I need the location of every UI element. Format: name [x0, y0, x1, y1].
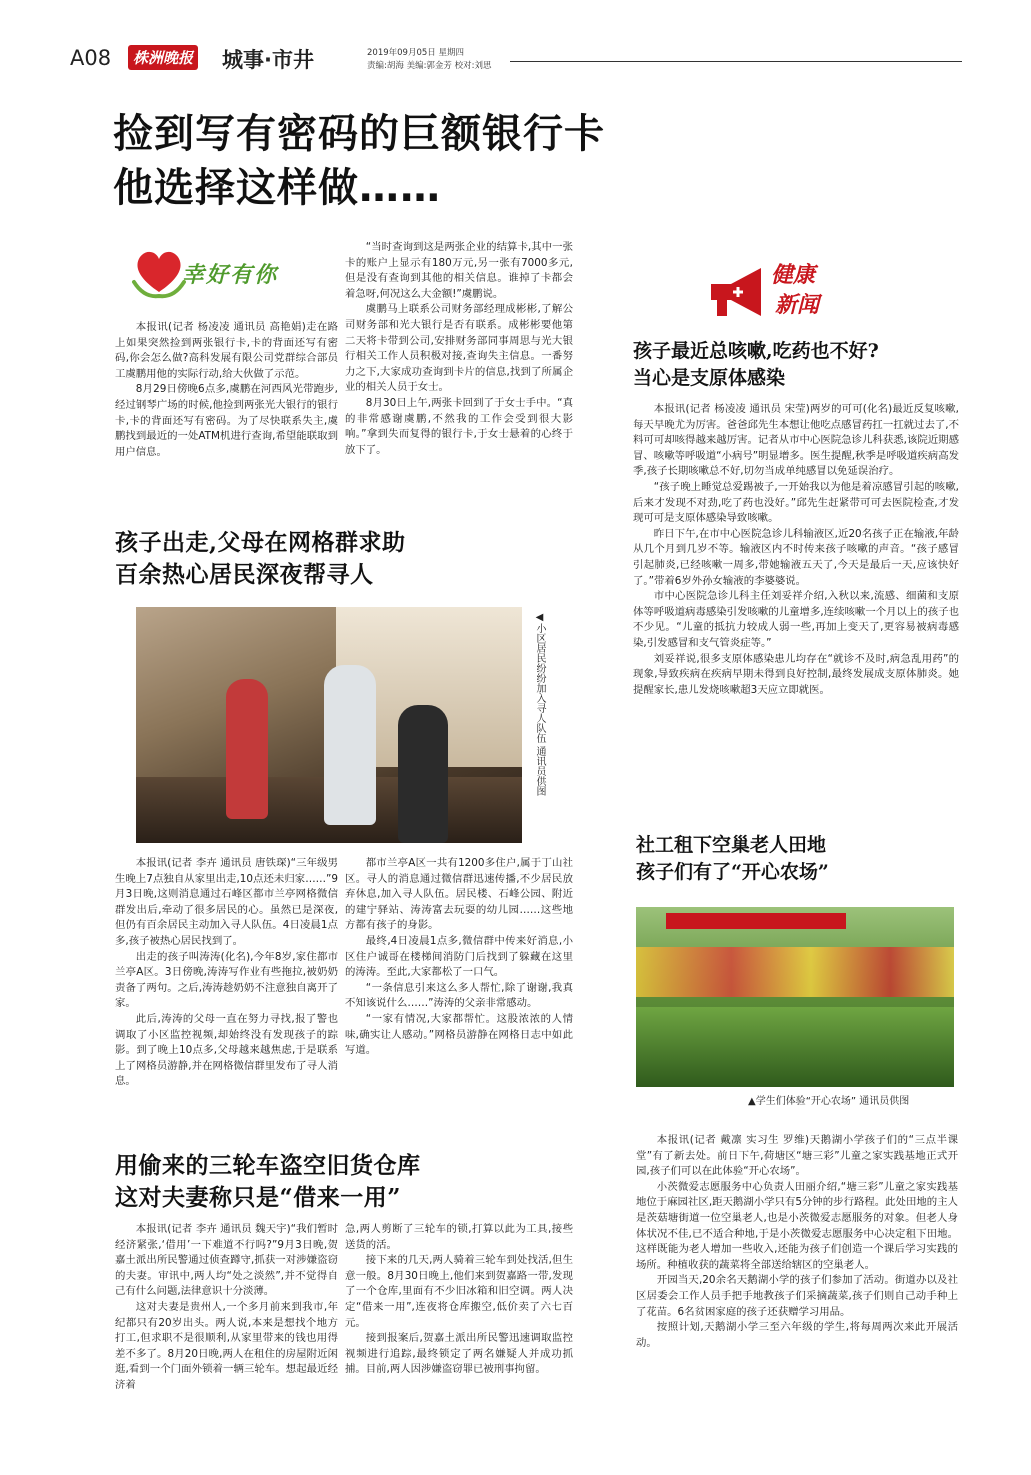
farm-body-para: 小茨微爱志愿服务中心负责人田丽介绍,“塘三彩”儿童之家实践基地位于麻园社区,距天鹅湖小学只有5分钟的步行路程。此处田地的主人是茨菇塘街道一位空巢老人,也是小茨微爱志愿服务的对象。但老人身体状况不佳,已不适合种地,于是小茨微爱志愿服务中心决定租下田地。这样既能为老人增加一些收入,还能为孩子们创造一个课后学习实践的场所。种植收获的蔬菜将全部送给辖区的空巢老人。 — [636, 1180, 958, 1271]
masthead-rule — [510, 61, 962, 62]
lead-col2-para: 8月30日上午,两张卡回到了于女士手中。“真的非常感谢虞鹏,不然我的工作会受到很大影响。”拿到失而复得的银行卡,于女士悬着的心终于放下了。 — [345, 396, 573, 456]
farm-body-para: 本报讯(记者 戴凛 实习生 罗维)天鹅湖小学孩子们的“三点半课堂”有了新去处。前日下午,荷塘区“塘三彩”儿童之家实践基地正式开园,孩子们可以在此体验“开心农场”。 — [636, 1134, 958, 1178]
tricycle-col2-para: 急,两人剪断了三轮车的锁,打算以此为工具,接些送货的活。 — [345, 1223, 573, 1251]
lead-headline-line2: 他选择这样做…… — [113, 165, 441, 211]
tricycle-col1-para: 本报讯(记者 李卉 通讯员 魏天宇)“我们暂时经济紧张,‘借用’一下难道不行吗?”9月3日晚,贺嘉土派出所民警通过侦查蹲守,抓获一对涉嫌盗窃的夫妻。审讯中,两人均“处之淡然”,并不觉得自己有什么问题,法律意识十分淡薄。 — [115, 1223, 338, 1298]
health-headline-line2: 当心是支原体感染 — [633, 367, 786, 389]
missing-child-col2-para: “一条信息引来这么多人帮忙,除了谢谢,我真不知该说什么……”涛涛的父亲非常感动。 — [345, 981, 573, 1010]
health-body-para: 本报讯(记者 杨凌凌 通讯员 宋莹)两岁的可可(化名)最近反复咳嗽,每天早晚尤为厉害。爸爸邱先生本想让他吃点感冒药扛一扛就过去了,不料可可却咳得越来越厉害。记者从市中心医院急诊儿科获悉,该院近期感冒、咳嗽等呼吸道“小病号”明显增多。医生提醒,秋季是呼吸道疾病高发季,孩子长期咳嗽总不好,切勿当成单纯感冒以免延误治疗。 — [633, 403, 959, 478]
missing-child-col1-para: 出走的孩子叫涛涛(化名),今年8岁,家住都市兰亭A区。3日傍晚,涛涛写作业有些拖拉,被奶奶责备了两句。之后,涛涛趁奶奶不注意独自离开了家。 — [115, 950, 338, 1010]
missing-child-photo — [136, 607, 522, 843]
farm-headline-line2: 孩子们有了“开心农场” — [636, 861, 829, 883]
heart-hands-icon — [130, 242, 188, 300]
farm-body-para: 开园当天,20余名天鹅湖小学的孩子们参加了活动。街道办以及社区居委会工作人员手把手地教孩子们采摘蔬菜,孩子们则自己动手种上了花苗。6名贫困家庭的孩子还获赠学习用品。 — [636, 1274, 958, 1318]
tricycle-col1-para: 这对夫妻是贵州人,一个多月前来到我市,年纪都只有20岁出头。两人说,本来是想找个地方打工,但求职不是很顺利,从家里带来的钱也用得差不多了。8月20日晚,两人在租住的房屋附近闲逛,看到一个门面外锁着一辆三轮车。想起最近经济着 — [115, 1300, 338, 1391]
farm-headline — [636, 832, 956, 886]
missing-child-col1-para: 此后,涛涛的父母一直在努力寻找,报了警也调取了小区监控视频,却始终没有发现孩子的踪影。到了晚上10点多,父母越来越焦虑,于是联系上了网格员游静,并在网格微信群里发布了寻人消息。 — [115, 1012, 338, 1088]
missing-child-col2-para: “一家有情况,大家都帮忙。这股浓浓的人情味,确实让人感动。”网格员游静在网格日志中如此写道。 — [345, 1012, 573, 1057]
lead-headline — [113, 107, 713, 215]
tricycle-col2-para: 接到报案后,贺嘉土派出所民警迅速调取监控视频进行追踪,最终锁定了两名嫌疑人并成功抓捕。目前,两人因涉嫌盗窃罪已被刑事拘留。 — [345, 1332, 573, 1376]
health-news-badge — [705, 258, 865, 328]
missing-child-headline-line2: 百余热心居民深夜帮寻人 — [115, 561, 374, 588]
missing-child-photo-caption: ◀小区居民纷纷加入寻人队伍 通讯员供图 — [534, 612, 545, 797]
lead-col2-para: 虞鹏马上联系公司财务部经理成彬彬,了解公司财务部和光大银行是否有联系。成彬彬要他第二天将卡带到公司,安排财务部同事周思与光大银行相关工作人员积极对接,查询失主信息。一番努力之下,大家成功查询到卡片的信息,找到了所属企业的相关人员于女士。 — [345, 303, 573, 394]
health-headline-line1: 孩子最近总咳嗽,吃药也不好? — [633, 340, 879, 362]
page-number: A08 — [70, 46, 112, 70]
tricycle-col2-para: 接下来的几天,两人骑着三轮车到处找活,但生意一般。8月30日晚上,他们来到贺嘉路一带,发现了一个仓库,里面有不少旧冰箱和旧空调。两人决定“借来一用”,连夜将仓库搬空,低价卖了六七百元。 — [345, 1254, 573, 1329]
lead-col1 — [115, 320, 338, 490]
health-news-label-1: 健康 — [771, 263, 816, 288]
farm-photo-foliage — [636, 1007, 954, 1087]
health-body — [633, 402, 959, 812]
tricycle-headline-line2: 这对夫妻称只是“借来一用” — [115, 1184, 401, 1211]
health-body-para: 昨日下午,在市中心医院急诊儿科输液区,近20名孩子正在输液,年龄从几个月到几岁不等。输液区内不时传来孩子咳嗽的声音。“孩子感冒引起肺炎,已经咳嗽一周多,带她输液五天了,今天是最后一天,应该快好了。”带着6岁外孙女输液的李婆婆说。 — [633, 527, 959, 587]
farm-photo — [636, 907, 954, 1087]
health-body-para: “孩子晚上睡觉总爱踢被子,一开始我以为他是着凉感冒引起的咳嗽,后来才发现不对劲,吃了药也没好。”邱先生赶紧带可可去医院检查,才发现可可是支原体感染导致咳嗽。 — [633, 480, 959, 525]
tricycle-col1 — [115, 1222, 338, 1452]
health-headline — [633, 338, 953, 392]
lead-col2-para: “当时查询到这是两张企业的结算卡,其中一张卡的账户上显示有180万元,另一张有7000多元,但是没有查询到其他的相关信息。谁掉了卡都会着急呀,何况这么大金额!”虞鹏说。 — [345, 241, 573, 300]
megaphone-icon — [705, 262, 771, 322]
photo-person-dark — [398, 705, 448, 843]
lead-col2 — [345, 240, 573, 490]
farm-body — [636, 1133, 958, 1418]
tricycle-headline-line1: 用偷来的三轮车盗空旧货仓库 — [115, 1152, 421, 1179]
column-logo-text: 幸好有你 — [182, 262, 279, 288]
farm-photo-crowd — [636, 947, 954, 997]
lead-headline-line1: 捡到写有密码的巨额银行卡 — [113, 111, 605, 157]
farm-photo-caption: ▲学生们体验“开心农场” 通讯员供图 — [748, 1096, 910, 1107]
photo-person-white — [324, 665, 376, 825]
column-logo — [130, 240, 300, 304]
health-body-para: 刘妥祥说,很多支原体感染患儿均存在“就诊不及时,病急乱用药”的现象,导致疾病在疾病早期未得到良好控制,最终发展成支原体肺炎。她提醒家长,患儿发烧咳嗽超3天应立即就医。 — [633, 652, 959, 696]
farm-body-para: 按照计划,天鹅湖小学三至六年级的学生,将每周两次来此开展活动。 — [636, 1321, 958, 1349]
farm-headline-line1: 社工租下空巢老人田地 — [636, 834, 827, 856]
health-news-label-2: 新闻 — [775, 293, 820, 318]
issue-date: 2019年09月05日 星期四 — [367, 48, 464, 58]
section-title: 城事·市井 — [222, 48, 314, 72]
editor-credits: 责编:胡海 美编:郭金芳 校对:刘思 — [367, 61, 492, 71]
tricycle-headline — [115, 1150, 595, 1214]
paper-logo: 株洲晚报 — [128, 45, 198, 70]
photo-person-red — [226, 679, 268, 819]
missing-child-col1-para: 本报讯(记者 李卉 通讯员 唐铁琛)“三年级男生晚上7点独自从家里出走,10点还未归家……”9月3日晚,这则消息通过石峰区都市兰亭网格微信群发出后,牵动了很多居民的心。虽然已是深夜,但仍有百余居民主动加入寻人队伍。4日凌晨1点多,孩子被热心居民找到了。 — [115, 857, 338, 947]
missing-child-col2-para: 最终,4日凌晨1点多,微信群中传来好消息,小区住户诚哥在楼梯间消防门后找到了躲藏在这里的涛涛。至此,大家都松了一口气。 — [345, 934, 573, 979]
tricycle-col2 — [345, 1222, 573, 1452]
masthead — [70, 44, 970, 76]
missing-child-headline-line1: 孩子出走,父母在网格群求助 — [115, 529, 406, 556]
missing-child-col2-para: 都市兰亭A区一共有1200多住户,属于丁山社区。寻人的消息通过微信群迅速传播,不少居民放弃休息,加入寻人队伍。居民楼、石峰公园、附近的建宁驿站、涛涛富去玩耍的幼儿园……这些地方都有孩子的身影。 — [345, 857, 573, 932]
lead-col1-para: 8月29日傍晚6点多,虞鹏在河西风光带跑步,经过钢琴广场的时候,他捡到两张光大银行的银行卡,卡的背面还写有密码。为了尽快联系失主,虞鹏找到最近的一处ATM机进行查询,希望能联取到用户信息。 — [115, 383, 338, 458]
health-body-para: 市中心医院急诊儿科主任刘妥祥介绍,入秋以来,流感、细菌和支原体等呼吸道病毒感染引发咳嗽的儿童增多,连续咳嗽一个月以上的孩子也不少见。“儿童的抵抗力较成人弱一些,再加上变天了,更容易被病毒感染,引发感冒和支气管炎症等。” — [633, 590, 959, 649]
missing-child-col2 — [345, 856, 573, 1116]
farm-photo-banner — [666, 913, 846, 929]
missing-child-col1 — [115, 856, 338, 1116]
missing-child-headline — [115, 527, 595, 591]
lead-col1-para: 本报讯(记者 杨凌凌 通讯员 高艳娟)走在路上如果突然捡到两张银行卡,卡的背面还写有密码,你会怎么做?高科发展有限公司党群综合部员工虞鹏用他的实际行动,给大伙做了示范。 — [115, 321, 338, 380]
